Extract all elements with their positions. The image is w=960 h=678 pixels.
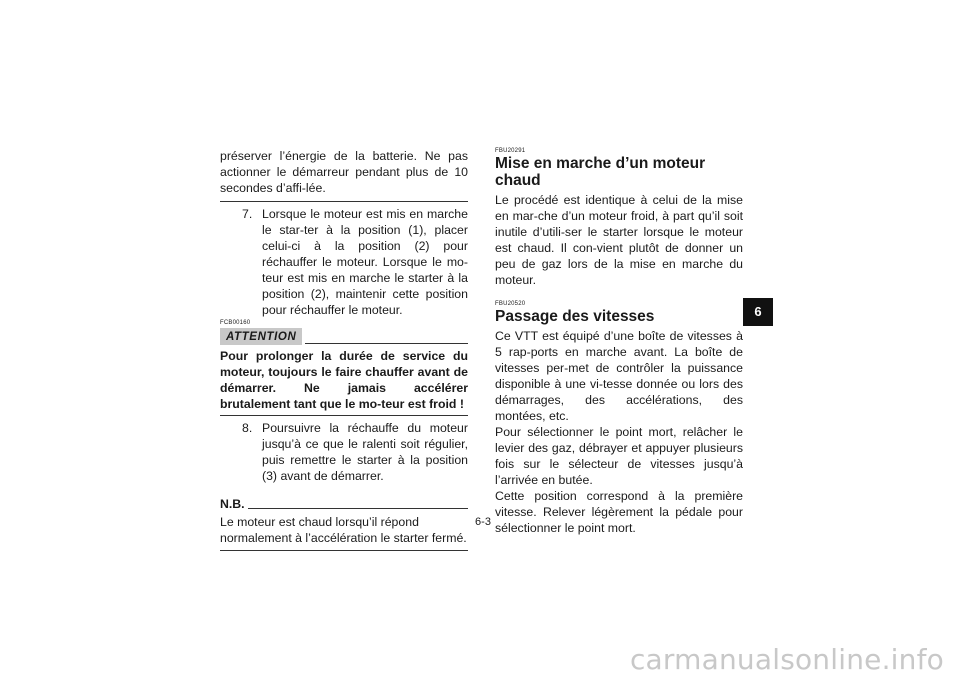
page-number: 6-3 <box>475 516 491 528</box>
step-7 <box>220 206 468 318</box>
chapter-tab: 6 <box>743 298 773 326</box>
step-8 <box>220 420 468 484</box>
section-title: Passage des vitesses <box>495 308 655 325</box>
note-rule <box>248 508 468 509</box>
step-text: Lorsque le moteur est mis en marche le star-ter à la position (1), placer celui-ci à la position (2) pour réchauffer le moteur. Lorsque le mo-teur est mis en marche le starter à la position (2), maintenir cette position pour réchauffer le moteur. <box>262 207 468 317</box>
divider <box>220 550 468 551</box>
note-text: Le moteur est chaud lorsqu’il répond normalement à l’accélération le starter fermé. <box>220 515 467 545</box>
caution-label: ATTENTION <box>220 328 302 345</box>
section-body: Ce VTT est équipé d’une boîte de vitesses à 5 rap-ports en marche avant. La boîte de vitesses per-met de contrôler la puissance disponible à une vi-tesse donnée ou lors des démarrages, des accélérations, des montées, etc. <box>495 329 743 423</box>
caution-rule <box>305 343 468 344</box>
section-body: Cette position correspond à la première vitesse. Relever légèrement la pédale pour sélectionner le point mort. <box>495 489 743 535</box>
caution-header <box>220 327 468 345</box>
step-text: Poursuivre la réchauffe du moteur jusqu’à ce que le ralenti soit régulier, puis remettre le starter à la position (3) avant de démarrer. <box>262 421 468 483</box>
section-body: Le procédé est identique à celui de la mise en mar-che d’un moteur froid, à part qu’il soit inutile d’utili-ser le starter lorsque le moteur est chaud. Il con-vient plutôt de donner un peu de gaz lors de la mise en marche du moteur. <box>495 193 743 287</box>
note-label: N.B. <box>220 497 245 511</box>
divider <box>220 201 468 202</box>
step-number: 8. <box>242 421 253 435</box>
watermark: carmanualsonline.info <box>629 643 944 676</box>
intro-paragraph: préserver l’énergie de la batterie. Ne pas actionner le démarreur pendant plus de 10 secondes d’affi-lée. <box>220 149 468 195</box>
left-column <box>220 148 468 551</box>
divider <box>220 415 468 416</box>
step-number: 7. <box>242 207 253 221</box>
right-column <box>495 148 743 536</box>
section-code: FBU20520 <box>495 301 526 307</box>
caution-code: FCB00160 <box>220 320 251 326</box>
note-header <box>220 496 468 512</box>
section-code: FBU20291 <box>495 148 526 154</box>
section-body: Pour sélectionner le point mort, relâcher le levier des gaz, débrayer et appuyer plusieurs fois sur le sélecteur de vitesses jusqu’à l’arrivée en butée. <box>495 425 743 487</box>
caution-text: Pour prolonger la durée de service du moteur, toujours le faire chauffer avant de démarrer. Ne jamais accélérer brutalement tant que le mo-teur est froid ! <box>220 349 468 411</box>
section-title: Mise en marche d’un moteur chaud <box>495 155 706 189</box>
